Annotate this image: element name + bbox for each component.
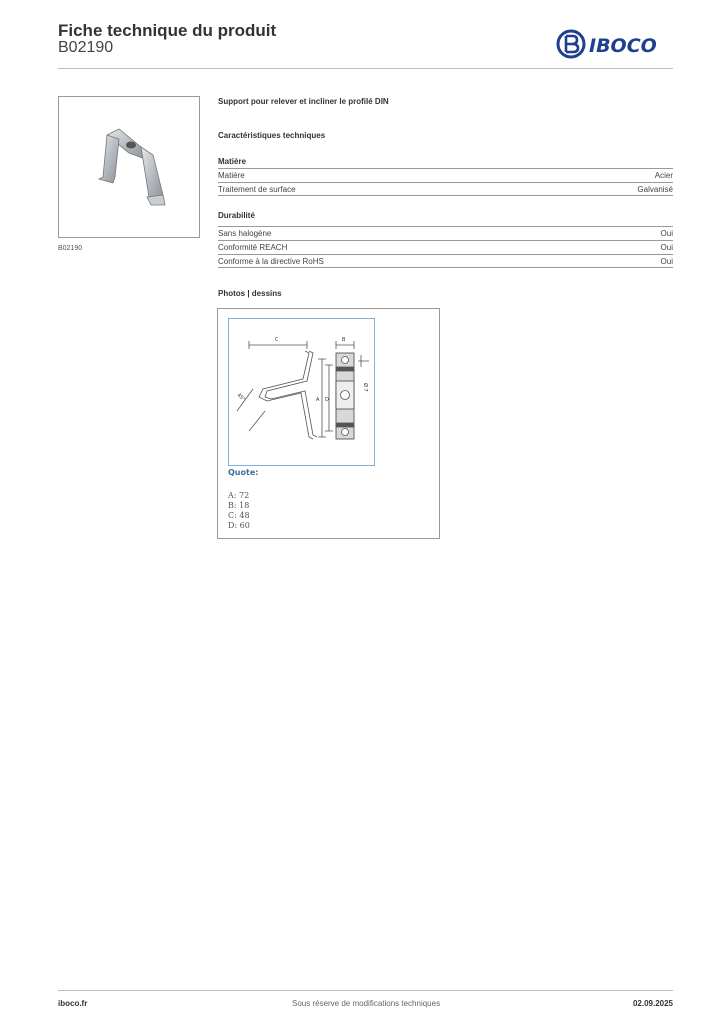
dimension-drawing-icon [229,319,374,465]
dim-label-hole: Ø 7 [362,383,368,392]
product-image-caption: B02190 [58,245,83,252]
quote-line: A: 72 [228,491,250,500]
footer-date: 02.09.2025 [632,999,673,1008]
product-image [58,96,200,238]
spec-row [218,226,673,240]
spec-key: Traitement de surface [218,185,296,194]
spec-group-title: Durabilité [218,211,255,220]
dim-label-d: D [325,397,329,403]
spec-value: Galvanisé [637,185,673,194]
iboco-logo [556,28,674,60]
spec-row [218,182,673,196]
quote-line: D: 60 [228,521,250,530]
document-title: Fiche technique du produit [58,21,277,40]
spec-value: Oui [660,229,673,238]
spec-key: Conformité REACH [218,243,288,252]
drawing-frame [228,318,375,466]
bracket-photo-icon [59,97,199,237]
product-description: Support pour relever et incliner le profilé DIN [218,97,389,106]
spec-key: Matière [218,171,245,180]
spec-value: Oui [660,243,673,252]
spec-value: Acier [654,171,673,180]
quote-title: Quote: [228,468,259,477]
spec-value: Oui [660,257,673,266]
quote-line: C: 48 [228,511,250,520]
spec-row [218,254,673,268]
footer-website-link[interactable]: iboco.fr [58,999,88,1008]
spec-row [218,168,673,182]
spec-row [218,240,673,254]
dim-label-angle: 45° [235,392,247,403]
product-code: B02190 [58,39,114,56]
dim-label-c: C [275,337,279,343]
logo-wordmark: IBOCO [589,35,657,57]
spec-group-title: Matière [218,157,247,166]
photos-section-title: Photos | dessins [218,289,282,298]
header-divider [58,68,673,69]
footer-divider [58,990,673,991]
quote-line: B: 18 [228,501,250,510]
spec-key: Sans halogène [218,229,272,238]
specs-section-title: Caractéristiques techniques [218,131,326,140]
dim-label-b: B [342,337,346,343]
technical-drawing [217,308,440,539]
dim-label-a: A [316,397,320,403]
spec-key: Conforme à la directive RoHS [218,257,324,266]
footer-disclaimer: Sous réserve de modifications techniques [292,999,441,1008]
